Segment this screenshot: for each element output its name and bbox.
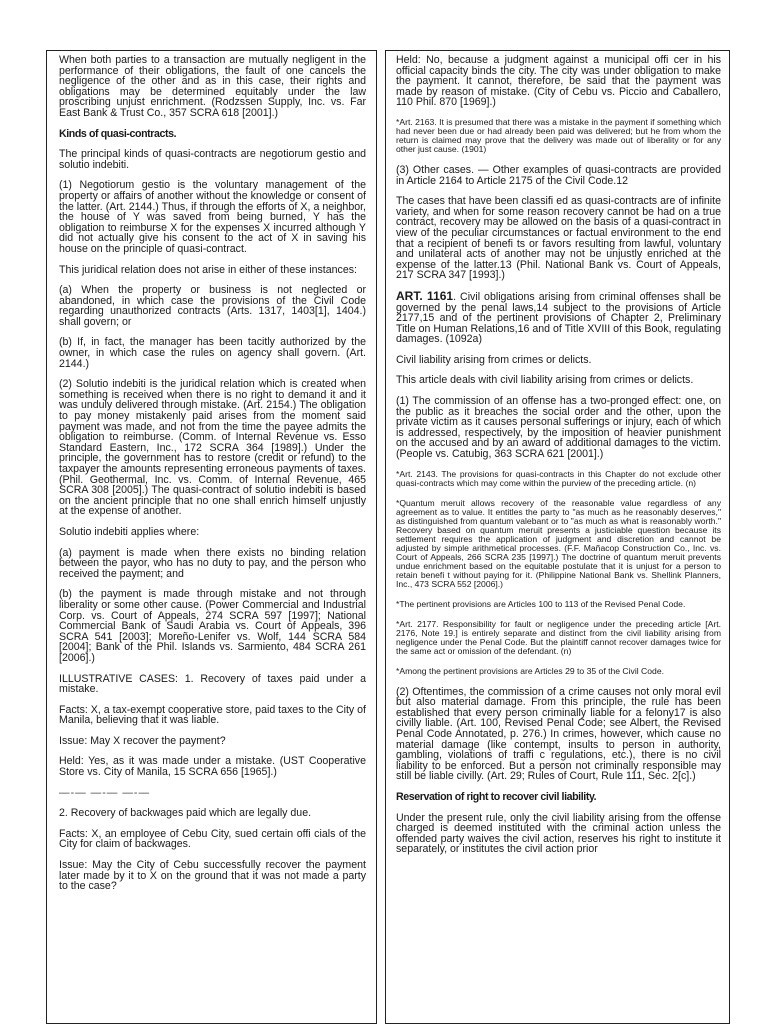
paragraph: The principal kinds of quasi-contracts are negotiorum gestio and solutio indebiti. xyxy=(59,148,366,171)
paragraph: When both parties to a transaction are mutually negligent in the performance of their obligations, the fault of one cancels the negligence of the other and as in this case, their rights and obligations may be determined equitably under the law proscribing unjust enrichment. (Rodzssen Supply, Inc. vs. Far East Bank & Trust Co., 357 SCRA 618 [2001].) xyxy=(59,54,366,119)
paragraph: Held: No, because a judgment against a municipal offi cer in his official capacity binds the city. The city was under obligation to make the payment. It cannot, therefore, be said that the payment was made by reason of mistake. (City of Cebu vs. Piccio and Caballero, 110 Phil. 870 [1969].) xyxy=(396,54,721,109)
footnote: *Art. 2163. It is presumed that there was a mistake in the payment if something which had never been due or had already been paid was delivered; but he from whom the return is claimed may prove that the delivery was made out of liberality or for any other just cause. (1901) xyxy=(396,116,721,154)
paragraph: (a) When the property or business is not neglected or abandoned, in which case the provisions of the Civil Code regarding unauthorized contracts (Arts. 1317, 1403[1], 1404.) shall govern; or xyxy=(59,284,366,328)
paragraph: (b) the payment is made through mistake and not through liberality or some other cause. (Power Commercial and Industrial Corp. vs. Court of Appeals, 274 SCRA 597 [1997]; National Commercial Bank of Saudi Arabia vs. Court of Appeals, 396 SCRA 541 [2003]; Moreño-Lenifer vs. Wolf, 144 SCRA 584 [2004]; Bank of the Phil. Islands vs. Sarmiento, 484 SCRA 261 [2006].) xyxy=(59,588,366,664)
paragraph: (a) payment is made when there exists no binding relation between the payor, who has no duty to pay, and the person who received the payment; and xyxy=(59,546,366,580)
document-page xyxy=(40,50,730,1024)
footnote: *Quantum meruit allows recovery of the reasonable value regardless of any agreement as to value. It entitles the party to "as much as he reasonably deserves," as distinguished from quantum valebant or to "as much as what is reasonably worth." Recovery based on quantum meruit presents a justiciable question because its settlement requires the application of judgment and discretion and cannot be adjusted by simple arithmetical processes. (F.F. Mañacop Construction Co., Inc. vs. Court of Appeals, 266 SCRA 235 [1997].) The doctrine of quantum meruit prevents undue enrichment based on the equitable postulate that it is unjust for a person to retain benefi t without paying for it. (Philippine National Bank vs. Shellink Planners, Inc., 473 SCRA 552 [2006].) xyxy=(396,497,721,589)
paragraph: (2) Oftentimes, the commission of a crime causes not only moral evil but also material damage. From this principle, the rule has been established that every person criminally liable for a felony17 is also civilly liable. (Art. 100, Revised Penal Code; see Albert, the Revised Penal Code Annotated, p. 276.) In crimes, however, which cause no material damage (like contempt, insults to person in authority, gambling, violations of traffi c regulations, etc.), there is no civil liability to be enforced. But a person not criminally responsible may still be liable civilly. (Art. 29; Rules of Court, Rule 111, Sec. 2[c].) xyxy=(396,685,721,783)
paragraph: (3) Other cases. — Other examples of quasi-contracts are provided in Article 2164 to Article 2175 of the Civil Code.12 xyxy=(396,163,721,187)
footnote: *Art. 2143. The provisions for quasi-contracts in this Chapter do not exclude other quasi-contracts which may come within the purview of the preceding article. (n) xyxy=(396,468,721,488)
left-column xyxy=(46,50,377,1024)
paragraph: Issue: May the City of Cebu successfully recover the payment later made by it to X on the ground that it was not made a party to the case? xyxy=(59,859,366,893)
paragraph: Issue: May X recover the payment? xyxy=(59,734,226,747)
paragraph: The cases that have been classifi ed as quasi-contracts are of infinite variety, and when for some reason recovery cannot be had on a true contract, recovery may be allowed on the basis of a quasi-contract in view of the peculiar circumstances or factual environment to the end that a recipient of benefi ts or favors resulting from lawful, voluntary and unilateral acts of another may not be unjustly enriched at the expense of the latter.13 (Phil. National Bank vs. Court of Appeals, 217 SCRA 347 [1993].) xyxy=(396,195,721,282)
paragraph: 2. Recovery of backwages paid which are legally due. xyxy=(59,807,312,820)
footnote: *Among the pertinent provisions are Articles 29 to 35 of the Civil Code. xyxy=(396,665,664,676)
paragraph: (1) Negotiorum gestio is the voluntary management of the property or affairs of another without the knowledge or consent of the latter. (Art. 2144.) Thus, if through the efforts of X, a neighbor, the house of Y was saved from being burned, Y has the obligation to reimburse X for the expenses X incurred although Y did not actually give his consent to the act of X in saving his house on the principle of quasi-contract. xyxy=(59,179,366,255)
paragraph: Held: Yes, as it was made under a mistake. (UST Cooperative Store vs. City of Manila, 15 SCRA 656 [1965].) xyxy=(59,755,366,779)
paragraph: ILLUSTRATIVE CASES: 1. Recovery of taxes paid under a mistake. xyxy=(59,672,366,696)
paragraph: (1) The commission of an offense has a two-pronged effect: one, on the public as it breaches the social order and the other, upon the private victim as it causes personal sufferings or injury, each of which is addressed, respectively, by the imposition of heavier punishment on the accused and by an award of additional damages to the victim. (People vs. Catubig, 363 SCRA 621 [2001].) xyxy=(396,395,721,461)
paragraph: This article deals with civil liability arising from crimes or delicts. xyxy=(396,374,694,387)
section-heading: Reservation of right to recover civil liability. xyxy=(396,790,597,803)
paragraph: Facts: X, a tax-exempt cooperative store, paid taxes to the City of Manila, believing that it was liable. xyxy=(59,703,366,727)
article-number: ART. 1161 xyxy=(396,288,454,303)
right-column xyxy=(385,50,730,1024)
paragraph: Under the present rule, only the civil liability arising from the offense charged is deemed instituted with the criminal action unless the offended party waives the civil action, reserves his right to institute it separately, or institutes the civil action prior xyxy=(396,811,721,856)
paragraph: Facts: X, an employee of Cebu City, sued certain offi cials of the City for claim of backwages. xyxy=(59,827,366,851)
paragraph: —-— —-— —-— xyxy=(59,786,151,799)
paragraph: ART. 1161. Civil obligations arising from criminal offenses shall be governed by the penal laws,14 subject to the provisions of Article 2177,15 and of the pertinent provisions of Chapter 2, Preliminary Title on Human Relations,16 and of Title XVIII of this Book, regulating damages. (1092a) xyxy=(396,288,722,346)
paragraph: Civil liability arising from crimes or delicts. xyxy=(396,353,592,366)
paragraph: (b) If, in fact, the manager has been tacitly authorized by the owner, in which case the rules on agency shall govern. (Art. 2144.) xyxy=(59,336,366,370)
section-heading: Kinds of quasi-contracts. xyxy=(59,127,177,140)
paragraph: (2) Solutio indebiti is the juridical relation which is created when something is received when there is no right to demand it and it was unduly delivered through mistake. (Art. 2154.) The obligation to pay money mistakenly paid arises from the moment said payment was made, and not from the time the payee admits the obligation to reimburse. (Comm. of Internal Revenue vs. Esso Standard Eastern, Inc., 172 SCRA 364 [1989].) Under the principle, the government has to restore (credit or refund) to the taxpayer the amounts representing erroneous payments of taxes. (Phil. Geothermal, Inc. vs. Comm. of Internal Revenue, 465 SCRA 308 [2005].) The quasi-contract of solutio indebiti is based on the ancient principle that no one shall enrich himself unjustly at the expense of another. xyxy=(59,378,366,518)
article-text: Civil obligations arising from criminal offenses shall be governed by the penal laws,14 subject to the provisions of Article 2177,15 and of the pertinent provisions of Chapter 2, Preliminary Title on Human Relations,16 and of Title XVIII of this Book, regulating damages. (1092a) xyxy=(396,290,722,346)
paragraph: This juridical relation does not arise in either of these instances: xyxy=(59,263,357,276)
footnote: *The pertinent provisions are Articles 100 to 113 of the Revised Penal Code. xyxy=(396,598,686,609)
paragraph: Solutio indebiti applies where: xyxy=(59,525,200,538)
footnote: *Art. 2177. Responsibility for fault or negligence under the preceding article [Art. 2176, Note 19.] is entirely separate and distinct from the civil liability arising from negligence under the Penal Code. But the plaintiff cannot recover damages twice for the same act or omission of the defendant. (n) xyxy=(396,618,721,656)
